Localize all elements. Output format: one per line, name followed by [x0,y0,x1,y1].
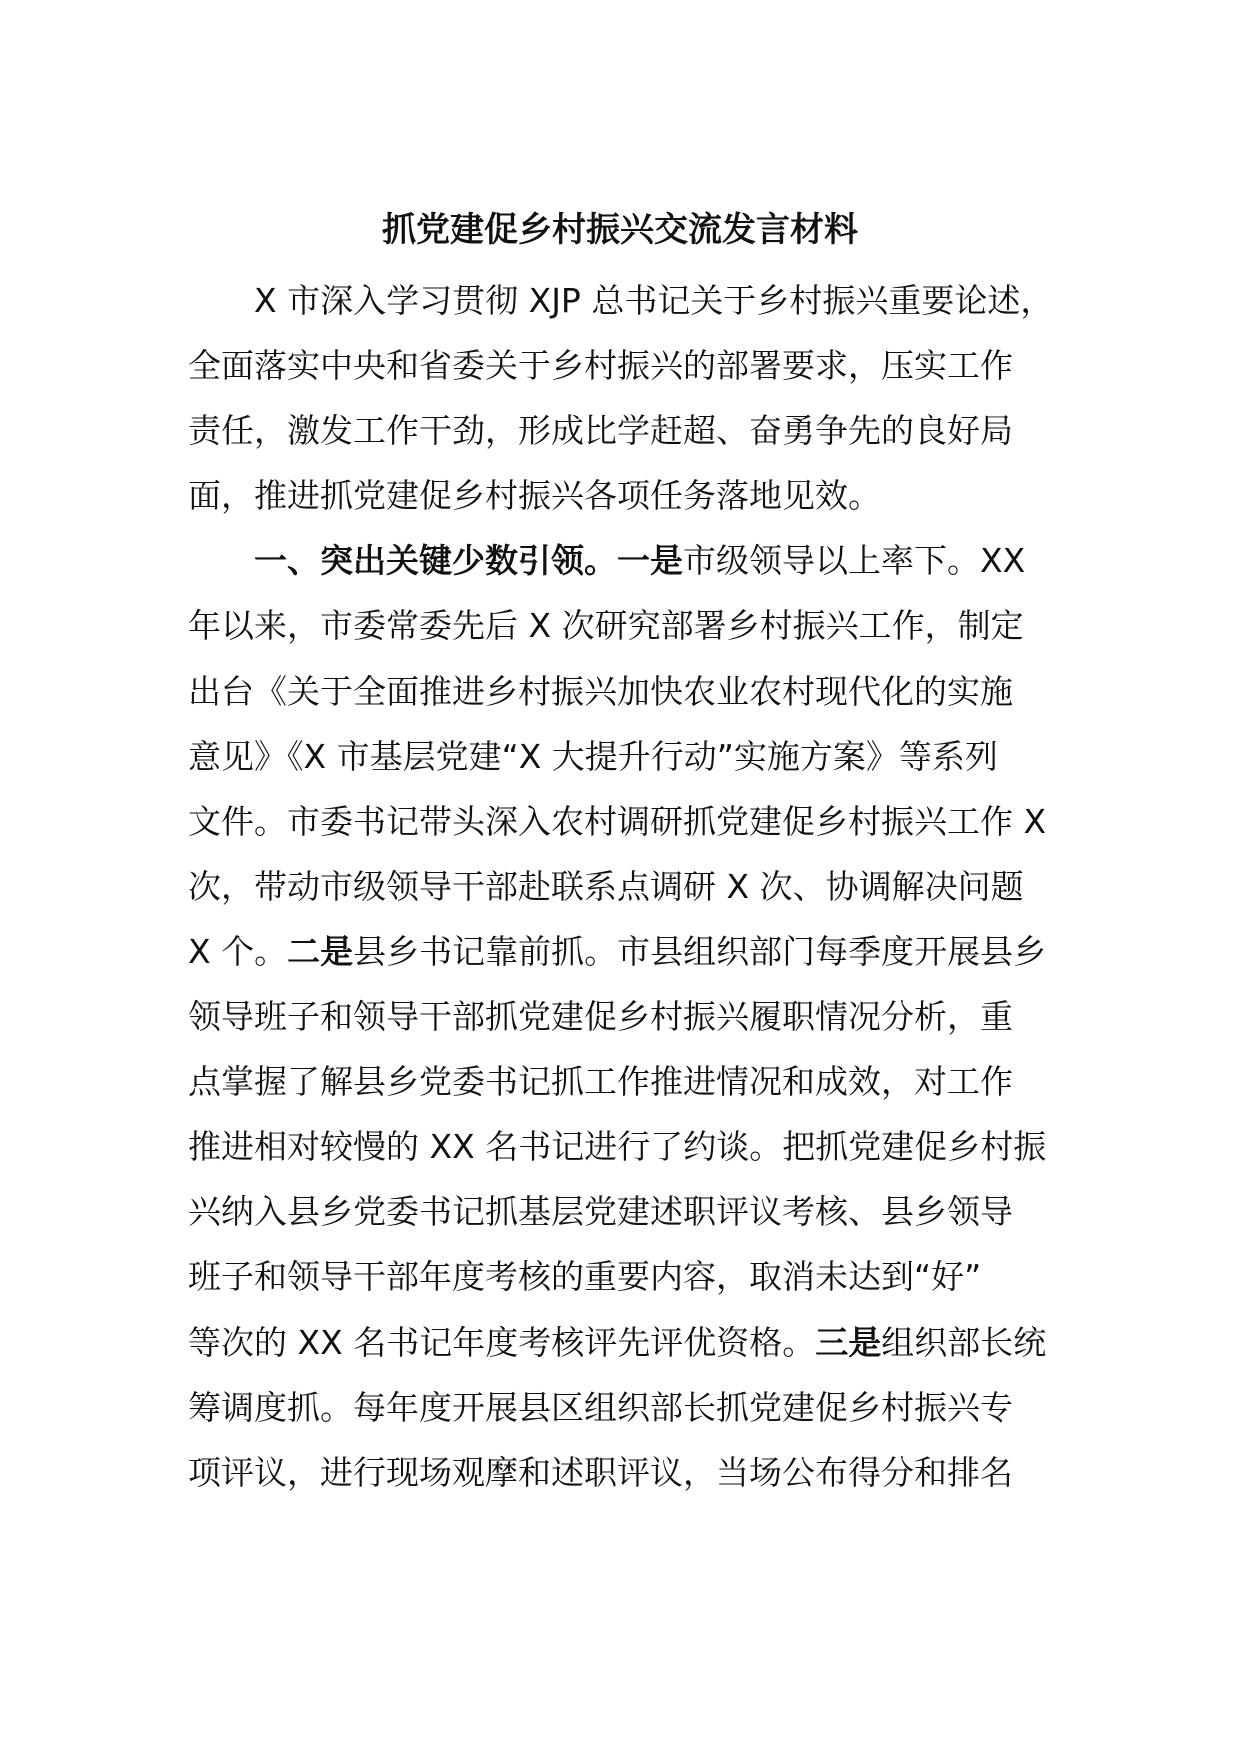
paragraph-line: 次，带动市级领导干部赴联系点调研 X 次、协调解决问题 [188,866,1024,906]
paragraph-line: 兴纳入县乡党委书记抓基层党建述职评议考核、县乡领导 [188,1192,1013,1232]
point-two-label: 二是 [287,931,354,971]
paragraph-line: 责任，激发工作干劲，形成比学赶超、奋勇争先的良好局 [188,411,1013,451]
paragraph-line: 点掌握了解县乡党委书记抓工作推进情况和成效，对工作 [188,1062,1013,1102]
paragraph-line: 班子和领导干部年度考核的重要内容，取消未达到“好” [188,1257,982,1297]
paragraph-line: 项评议，进行现场观摩和述职评议，当场公布得分和排名 [188,1452,1013,1492]
paragraph-line [188,919,1068,984]
paragraph-text: 等次的 XX 名书记年度考核评先评优资格。 [188,1322,816,1362]
point-one-label: 一是 [617,541,683,581]
paragraph-text: 县乡书记靠前抓。市县组织部门每季度开展县乡 [353,931,1047,971]
paragraph-text: 市级领导以上率下。XX [683,541,1026,581]
paragraph-line: 意见》《X 市基层党建“X 大提升行动”实施方案》等系列 [188,736,998,776]
paragraph-text: 组织部长统 [881,1322,1047,1362]
paragraph-line: 出台《关于全面推进乡村振兴加快农业农村现代化的实施 [188,671,1013,711]
section-heading-line [188,528,1068,593]
section-heading: 一、突出关键少数引领。 [254,541,617,581]
paragraph-line: 年以来，市委常委先后 X 次研究部署乡村振兴工作，制定 [188,606,1024,646]
paragraph-text: X 个。 [188,931,288,971]
paragraph-line: 领导班子和领导干部抓党建促乡村振兴履职情况分析，重 [188,997,1013,1037]
paragraph-line: X 市深入学习贯彻 XJP 总书记关于乡村振兴重要论述， [254,281,1054,320]
point-three-label: 三是 [815,1322,882,1362]
paragraph-line [188,1310,1068,1375]
document-body [188,268,1068,1505]
paragraph-line: 推进相对较慢的 XX 名书记进行了约谈。把抓党建促乡村振 [188,1127,1047,1167]
paragraph-line: 筹调度抓。每年度开展县区组织部长抓党建促乡村振兴专 [188,1387,1013,1427]
paragraph-line: 文件。市委书记带头深入农村调研抓党建促乡村振兴工作 X [188,801,1047,841]
paragraph-line: 全面落实中央和省委关于乡村振兴的部署要求，压实工作 [188,346,1013,386]
document-title: 抓党建促乡村振兴交流发言材料 [382,210,858,250]
paragraph-line: 面，推进抓党建促乡村振兴各项任务落地见效。 [188,476,881,516]
